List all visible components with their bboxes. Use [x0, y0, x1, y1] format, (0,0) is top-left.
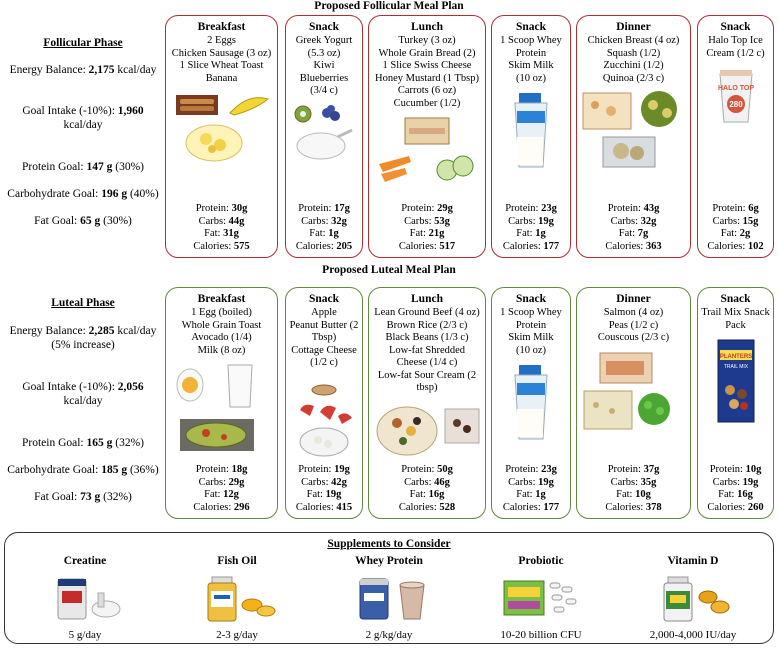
supplement-dose: 5 g/day [68, 629, 102, 641]
trail-mix-pack-icon [702, 338, 769, 429]
supplement-name: Creatine [63, 555, 107, 567]
meal-title: Breakfast [197, 293, 246, 305]
luteal-meal-card-lunch [368, 287, 486, 519]
luteal-phase-title: Luteal Phase [51, 297, 115, 309]
food-line: Quinoa (2/3 c) [602, 72, 665, 84]
follicular-meal-card-dinner [576, 15, 691, 258]
food-line: Tbsp) [311, 332, 337, 343]
meal-fat: Fat: 16g [718, 489, 753, 500]
food-line: Trail Mix Snack [701, 307, 770, 318]
meal-nutrition [166, 203, 277, 253]
apple-cottage-cheese-icon [290, 376, 358, 465]
meal-carbs: Carbs: 19g [712, 476, 759, 488]
meal-fat: Fat: 16g [409, 489, 445, 500]
yogurt-kiwi-icon [290, 104, 358, 169]
meal-calories: Calories: 415 [295, 501, 353, 513]
supplements-title: Supplements to Consider [327, 538, 451, 550]
meal-fat: Fat: 7g [618, 228, 649, 239]
probiotic-box-icon [496, 573, 586, 623]
meal-calories: Calories: 363 [605, 240, 662, 252]
meal-title: Snack [720, 21, 751, 33]
svg-text:TRAIL MIX: TRAIL MIX [723, 364, 748, 370]
meal-foods [700, 307, 771, 332]
meal-foods [494, 35, 568, 85]
food-line: Blueberries [299, 72, 349, 84]
meal-nutrition [166, 464, 277, 514]
food-line: Salmon (4 oz) [603, 307, 664, 318]
food-line: Cucumber (1/2) [393, 97, 461, 109]
meal-foods [371, 307, 483, 395]
meal-nutrition [698, 203, 773, 253]
food-line: Low-fat Shredded [388, 344, 466, 356]
food-line: Cream (1/2 c) [706, 47, 765, 59]
meal-title: Snack [515, 21, 547, 33]
follicular-meal-card-snack [285, 15, 363, 258]
food-line: Squash (1/2) [606, 47, 661, 59]
meal-title: Lunch [411, 293, 443, 305]
meal-carbs: Carbs: 19g [508, 476, 554, 488]
meal-calories: Calories: 296 [193, 501, 250, 513]
meal-title: Lunch [411, 21, 443, 33]
meal-fat: Fat: 12g [204, 489, 239, 500]
luteal-meal-card-snack [491, 287, 571, 519]
meal-protein: Protein: 30g [195, 203, 248, 214]
food-line: 1 Slice Wheat Toast [179, 60, 264, 71]
svg-text:280: 280 [728, 100, 743, 109]
meal-title: Snack [515, 293, 547, 305]
follicular-protein: Protein Goal: 147 g (30%) [21, 161, 145, 173]
meal-protein: Protein: 43g [607, 203, 660, 214]
meal-fat: Fat: 1g [516, 489, 546, 500]
meal-carbs: Carbs: 44g [198, 215, 245, 227]
meal-nutrition [577, 203, 690, 253]
follicular-plan-title: Proposed Follicular Meal Plan [314, 0, 464, 12]
meal-nutrition [369, 203, 485, 253]
meal-calories: Calories: 177 [502, 501, 560, 513]
food-line: (5.3 oz) [307, 47, 341, 59]
food-line: 1 Scoop Whey [500, 307, 562, 318]
shaker-bottle-icon [496, 91, 566, 174]
supplement-whey [319, 555, 459, 641]
meal-calories: Calories: 102 [707, 240, 764, 252]
whey-tub-icon [344, 573, 434, 623]
meal-carbs: Carbs: 19g [508, 215, 554, 227]
meal-title: Snack [308, 293, 340, 305]
meal-carbs: Carbs: 15g [712, 215, 759, 227]
meal-carbs: Carbs: 42g [301, 476, 347, 488]
meal-nutrition [492, 203, 570, 253]
supplement-name: Fish Oil [217, 555, 257, 567]
luteal-meal-card-dinner [576, 287, 691, 519]
follicular-meal-card-snack [697, 15, 774, 258]
meal-fat: Fat: 31g [204, 228, 239, 239]
food-line: (10 oz) [515, 72, 547, 84]
sandwich-carrots-icon [373, 116, 481, 191]
meal-protein: Protein: 29g [401, 203, 453, 214]
meal-calories: Calories: 260 [707, 501, 764, 513]
food-line: Peanut Butter (2 [289, 319, 359, 331]
meal-nutrition [369, 464, 485, 514]
meal-foods [371, 35, 483, 110]
meal-carbs: Carbs: 32g [301, 215, 347, 227]
meal-nutrition [492, 464, 570, 514]
food-line: (3/4 c) [310, 85, 338, 96]
meal-title: Snack [308, 21, 340, 33]
meal-calories: Calories: 205 [295, 240, 353, 252]
supplements-panel [4, 532, 774, 644]
egg-toast-icon [170, 363, 273, 460]
luteal-meal-card-snack [285, 287, 363, 519]
meal-foods [288, 35, 360, 98]
creatine-tub-icon [40, 573, 130, 623]
food-line: Apple [311, 307, 337, 318]
food-line: (10 oz) [515, 344, 547, 356]
svg-text:PLANTERS: PLANTERS [719, 354, 752, 360]
meal-foods [288, 307, 360, 370]
supplement-name: Whey Protein [355, 555, 423, 567]
food-line: Whole Grain Toast [181, 319, 262, 331]
food-line: 1 Slice Swiss Cheese [382, 60, 472, 71]
follicular-meal-card-breakfast [165, 15, 278, 258]
follicular-phase-title: Follicular Phase [43, 37, 123, 49]
food-line: Cheese (1/4 c) [396, 357, 458, 368]
food-line: Skim Milk [508, 332, 554, 343]
follicular-energy: Energy Balance: 2,175 kcal/day [9, 64, 157, 76]
meal-foods [494, 307, 568, 357]
food-line: Chicken Breast (4 oz) [587, 35, 680, 46]
meal-title: Snack [720, 293, 751, 305]
breakfast-food-icon [170, 91, 273, 171]
meal-fat: Fat: 10g [616, 489, 651, 500]
supplement-name: Probiotic [518, 555, 564, 567]
supplement-dose: 2,000-4,000 IU/day [649, 629, 737, 641]
food-line: Carrots (6 oz) [397, 85, 457, 96]
food-line: 1 Scoop Whey [500, 35, 562, 46]
meal-carbs: Carbs: 29g [198, 476, 245, 488]
meal-nutrition [577, 464, 690, 514]
food-line: Brown Rice (2/3 c) [386, 319, 468, 331]
luteal-energy: Energy Balance: 2,285 kcal/day (5% increase) [9, 325, 157, 351]
chicken-quinoa-icon [581, 91, 686, 176]
follicular-goal: Goal Intake (-10%): 1,960 kcal/day [22, 105, 144, 131]
food-line: Milk (8 oz) [197, 344, 246, 356]
food-line: (1/2 c) [310, 357, 338, 368]
meal-carbs: Carbs: 53g [404, 215, 450, 227]
meal-protein: Protein: 6g [712, 203, 759, 214]
meal-protein: Protein: 19g [298, 464, 350, 475]
food-line: Whole Grain Bread (2) [378, 47, 476, 59]
supplement-probiotic [471, 555, 611, 641]
supplement-fish-oil [167, 555, 307, 641]
meal-calories: Calories: 528 [398, 501, 456, 513]
follicular-carbs: Carbohydrate Goal: 196 g (40%) [7, 188, 159, 200]
shaker-bottle-icon [496, 363, 566, 446]
meal-calories: Calories: 517 [398, 240, 456, 252]
meal-foods [700, 35, 771, 60]
supplement-dose: 2 g/kg/day [365, 629, 413, 641]
meal-fat: Fat: 1g [309, 228, 339, 239]
meal-protein: Protein: 37g [607, 464, 660, 475]
luteal-plan-title: Proposed Luteal Meal Plan [322, 264, 456, 276]
svg-text:HALO TOP: HALO TOP [717, 85, 754, 92]
food-line: Low-fat Sour Cream (2 [377, 369, 477, 381]
food-line: Avocado (1/4) [191, 332, 252, 343]
food-line: Zucchini (1/2) [603, 60, 664, 71]
meal-calories: Calories: 575 [193, 240, 250, 252]
meal-protein: Protein: 23g [505, 464, 557, 475]
supplement-name: Vitamin D [667, 555, 719, 567]
food-line: Protein [515, 47, 547, 59]
food-line: Peas (1/2 c) [608, 319, 659, 331]
meal-title: Dinner [616, 293, 651, 305]
meal-nutrition [286, 203, 362, 253]
fish-oil-bottle-icon [192, 573, 282, 623]
food-line: Halo Top Ice [708, 35, 763, 46]
food-line: Banana [205, 72, 238, 84]
food-line: Couscous (2/3 c) [597, 332, 670, 343]
food-line: Skim Milk [508, 60, 554, 71]
food-line: 2 Eggs [207, 35, 236, 46]
meal-title: Breakfast [197, 21, 246, 33]
supplement-creatine [15, 555, 155, 641]
meal-foods [168, 307, 275, 357]
meal-carbs: Carbs: 35g [610, 476, 657, 488]
food-line: Turkey (3 oz) [398, 35, 456, 46]
food-line: Kiwi [313, 60, 335, 71]
meal-calories: Calories: 378 [605, 501, 662, 513]
meal-fat: Fat: 21g [409, 228, 445, 239]
food-line: Protein [515, 319, 547, 331]
food-line: Honey Mustard (1 Tbsp) [375, 72, 479, 84]
meal-foods [579, 35, 688, 85]
follicular-meal-card-snack [491, 15, 571, 258]
ice-cream-pint-icon [702, 66, 769, 131]
luteal-meal-card-snack [697, 287, 774, 519]
meal-fat: Fat: 2g [720, 228, 751, 239]
meal-foods [168, 35, 275, 85]
luteal-meal-card-breakfast [165, 287, 278, 519]
meal-protein: Protein: 23g [505, 203, 557, 214]
vitamin-d-bottle-icon [648, 573, 738, 623]
supplement-dose: 2-3 g/day [216, 629, 258, 641]
meal-carbs: Carbs: 46g [404, 476, 450, 488]
luteal-protein: Protein Goal: 165 g (32%) [21, 437, 145, 449]
salmon-couscous-icon [581, 351, 686, 438]
follicular-meal-card-lunch [368, 15, 486, 258]
meal-fat: Fat: 19g [306, 489, 342, 500]
luteal-goal: Goal Intake (-10%): 2,056 kcal/day [22, 381, 144, 407]
luteal-fat: Fat Goal: 73 g (32%) [34, 491, 132, 503]
food-line: Greek Yogurt [295, 35, 353, 46]
food-line: Lean Ground Beef (4 oz) [374, 307, 480, 318]
food-line: Cottage Cheese [291, 344, 357, 356]
rice-beans-bowl-icon [373, 401, 481, 464]
supplement-vitamin-d [623, 555, 763, 641]
meal-nutrition [698, 464, 773, 514]
follicular-fat: Fat Goal: 65 g (30%) [34, 215, 132, 227]
supplement-dose: 10-20 billion CFU [500, 629, 582, 641]
meal-nutrition [286, 464, 362, 514]
meal-protein: Protein: 18g [195, 464, 248, 475]
meal-fat: Fat: 1g [516, 228, 546, 239]
food-line: Pack [725, 319, 746, 331]
meal-protein: Protein: 10g [709, 464, 762, 475]
meal-calories: Calories: 177 [502, 240, 560, 252]
meal-protein: Protein: 17g [298, 203, 350, 214]
meal-carbs: Carbs: 32g [610, 215, 657, 227]
food-line: 1 Egg (boiled) [191, 307, 252, 318]
meal-protein: Protein: 50g [401, 464, 453, 475]
meal-title: Dinner [616, 21, 651, 33]
food-line: tbsp) [416, 382, 438, 393]
food-line: Black Beans (1/3 c) [385, 332, 469, 343]
luteal-carbs: Carbohydrate Goal: 185 g (36%) [7, 464, 159, 476]
food-line: Chicken Sausage (3 oz) [171, 47, 272, 59]
meal-foods [579, 307, 688, 345]
